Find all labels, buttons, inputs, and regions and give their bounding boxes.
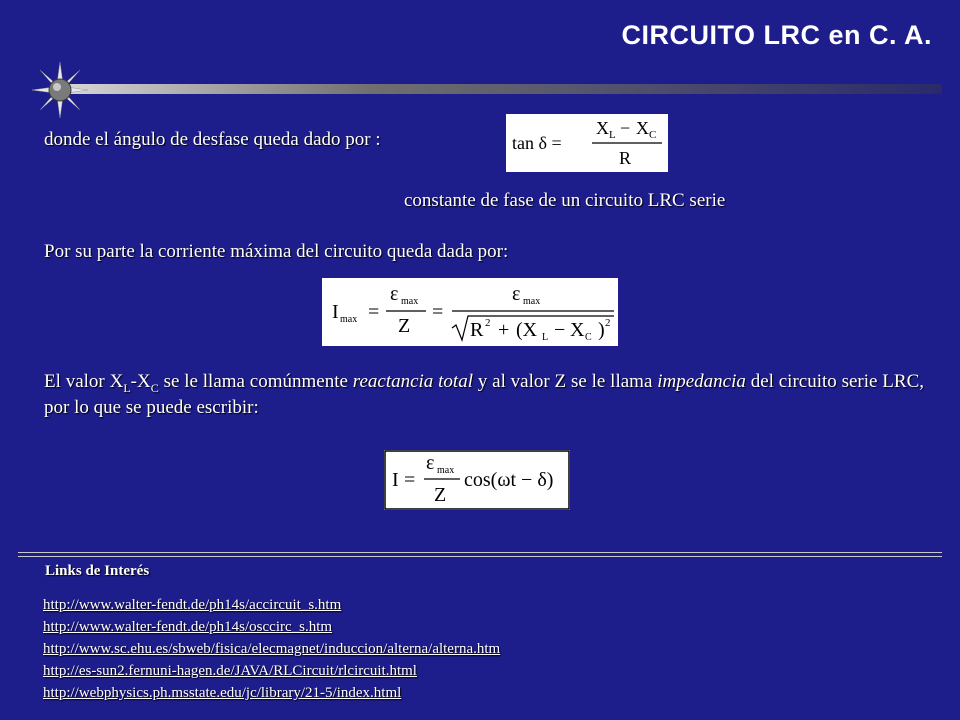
link-accircuit[interactable]: http://www.walter-fendt.de/ph14s/accircuit_s.htm: [43, 597, 342, 613]
cur-eq: =: [404, 469, 416, 491]
reactance-term: reactancia total: [352, 371, 473, 392]
imax-r-sq: 2: [485, 317, 491, 329]
link-osccirc[interactable]: http://www.walter-fendt.de/ph14s/osccirc_s.htm: [43, 619, 333, 635]
cur-eps: ε: [426, 452, 435, 474]
reactance-paragraph: El valor $X_L-X_C$ se le llama comúnmente reactancia total y al valor Z se le llama impedancia del circuito serie LRC, por lo que se puede escribir:: [44, 371, 924, 418]
cur-eps-sub: max: [437, 465, 455, 476]
imax-x2: X: [570, 319, 585, 341]
max-current-formula: [322, 278, 618, 346]
imax-paren-open: (X: [516, 319, 538, 341]
imax-eps2: ε: [512, 283, 521, 305]
cur-cos: cos(ωt − δ): [464, 469, 554, 491]
phase-constant-caption: constante de fase de un circuito LRC serie: [404, 190, 726, 211]
tan-num-minus: −: [620, 118, 631, 138]
imax-eps2-sub: max: [523, 296, 541, 307]
star-ornament-icon: [32, 62, 88, 118]
tan-num-x1: X: [596, 118, 609, 138]
tan-denominator: R: [619, 148, 632, 168]
tan-delta-formula: [506, 114, 668, 172]
title-divider: [60, 84, 942, 94]
current-formula: [384, 450, 570, 510]
tan-num-sub2: C: [649, 129, 657, 141]
link-msstate-library[interactable]: http://webphysics.ph.msstate.edu/jc/library/21-5/index.html: [43, 685, 402, 701]
imax-eq1: =: [368, 301, 380, 323]
impedance-term: impedancia: [657, 371, 746, 392]
cur-z: Z: [434, 484, 447, 506]
tan-lhs: tan δ =: [512, 133, 562, 153]
imax-paren-close: ): [598, 319, 605, 341]
link-ehu-alterna[interactable]: http://www.sc.ehu.es/sbweb/fisica/elecmagnet/induccion/alterna/alterna.htm: [43, 641, 501, 657]
imax-eq2: =: [432, 301, 444, 323]
imax-paren-sq: 2: [605, 317, 611, 329]
tan-num-x2: X: [636, 118, 649, 138]
links-divider-top: [18, 552, 942, 553]
imax-r: R: [470, 319, 484, 341]
imax-sub: max: [340, 314, 358, 325]
imax-minus: −: [554, 319, 566, 341]
slide-title: CIRCUITO LRC en C. A.: [621, 20, 932, 50]
links-divider-bottom: [18, 556, 942, 557]
links-title: Links de Interés: [45, 563, 150, 579]
tan-num-sub1: L: [609, 129, 616, 141]
max-current-intro: Por su parte la corriente máxima del circuito queda dada por:: [44, 241, 509, 262]
imax-i: I: [332, 301, 339, 323]
imax-sub-l: L: [542, 332, 549, 343]
phase-angle-intro: donde el ángulo de desfase queda dado por :: [44, 129, 381, 150]
link-fernuni-rlcircuit[interactable]: http://es-sun2.fernuni-hagen.de/JAVA/RLCircuit/rlcircuit.html: [43, 663, 417, 679]
imax-sub-c: C: [585, 332, 592, 343]
cur-i: I: [392, 469, 399, 491]
imax-eps1-sub: max: [401, 296, 419, 307]
imax-eps1: ε: [390, 283, 399, 305]
imax-z: Z: [398, 315, 411, 337]
imax-plus: +: [498, 319, 510, 341]
